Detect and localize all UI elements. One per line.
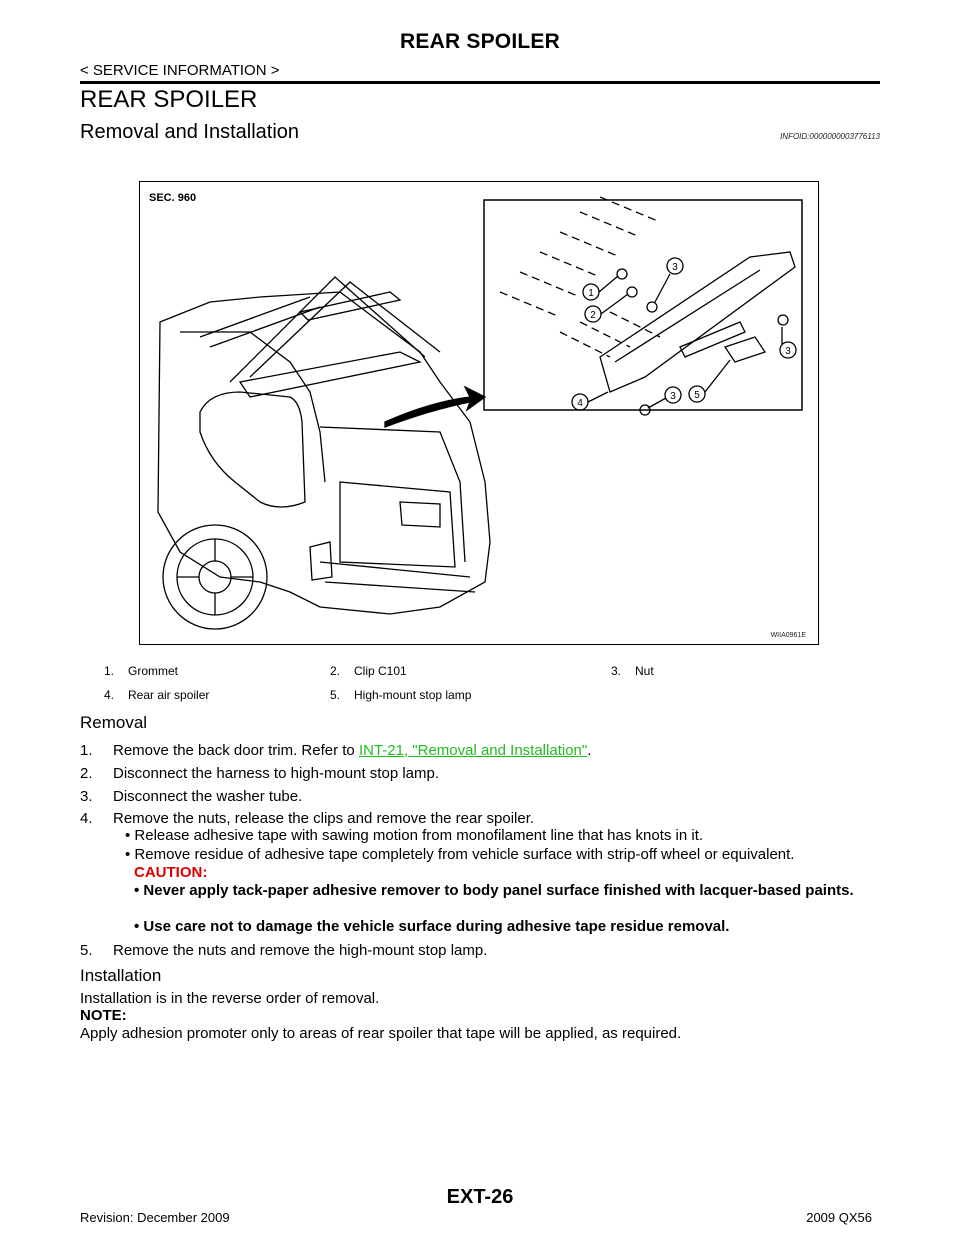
callout-1: 1 [588, 288, 594, 299]
page-title: REAR SPOILER [400, 30, 560, 53]
revision-date: Revision: December 2009 [80, 1210, 230, 1225]
sec-label: SEC. 960 [149, 192, 197, 204]
removal-heading: Removal [80, 713, 148, 732]
info-id: INFOID:0000000003776113 [780, 132, 880, 141]
section-label: < SERVICE INFORMATION > [80, 62, 280, 79]
legend-item: 2. Clip C101 [330, 664, 407, 678]
note-text: Apply adhesion promoter only to areas of rear spoiler that tape will be applied, as required. [80, 1025, 682, 1042]
sub-heading: Removal and Installation [80, 121, 300, 143]
removal-step-3: 3. Disconnect the washer tube. [80, 788, 303, 805]
callout-2: 2 [590, 310, 596, 321]
header-rule [80, 81, 880, 84]
legend-item: 3. Nut [611, 664, 654, 678]
caution-item-1: • Never apply tack-paper adhesive remover to body panel surface finished with lacquer-based paints. [134, 882, 854, 899]
callout-4: 4 [577, 398, 583, 409]
vehicle-illustration [140, 182, 820, 646]
legend-item: 5. High-mount stop lamp [330, 688, 472, 702]
removal-bullet-2: • Remove residue of adhesive tape completely from vehicle surface with strip-off wheel or equivalent. [125, 846, 795, 863]
callout-3a: 3 [672, 262, 678, 273]
removal-step-1: 1. Remove the back door trim. Refer to INT-21, "Removal and Installation". [80, 742, 592, 759]
legend-item: 4. Rear air spoiler [104, 688, 210, 702]
removal-step-4: 4. Remove the nuts, release the clips and remove the rear spoiler. [80, 810, 535, 827]
removal-step-5: 5. Remove the nuts and remove the high-mount stop lamp. [80, 942, 488, 959]
removal-step-2: 2. Disconnect the harness to high-mount stop lamp. [80, 765, 440, 782]
legend-item: 1. Grommet [104, 664, 179, 678]
callout-5: 5 [694, 390, 700, 401]
caution-label: CAUTION: [134, 864, 208, 881]
section-heading: REAR SPOILER [80, 86, 258, 113]
model-year: 2009 QX56 [806, 1210, 872, 1225]
removal-bullet-1: • Release adhesive tape with sawing motion from monofilament line that has knots in it. [125, 827, 704, 844]
caution-item-2: • Use care not to damage the vehicle surface during adhesive tape residue removal. [134, 918, 730, 935]
note-label: NOTE: [80, 1007, 127, 1024]
callout-3b: 3 [785, 346, 791, 357]
figure-code: WIIA0961E [770, 632, 806, 639]
installation-heading: Installation [80, 966, 162, 985]
page-number: EXT-26 [446, 1186, 514, 1208]
callout-3c: 3 [670, 391, 676, 402]
int-21-link[interactable]: INT-21, "Removal and Installation" [358, 742, 588, 759]
exploded-view-figure [139, 181, 819, 645]
installation-text: Installation is in the reverse order of removal. [80, 990, 380, 1007]
